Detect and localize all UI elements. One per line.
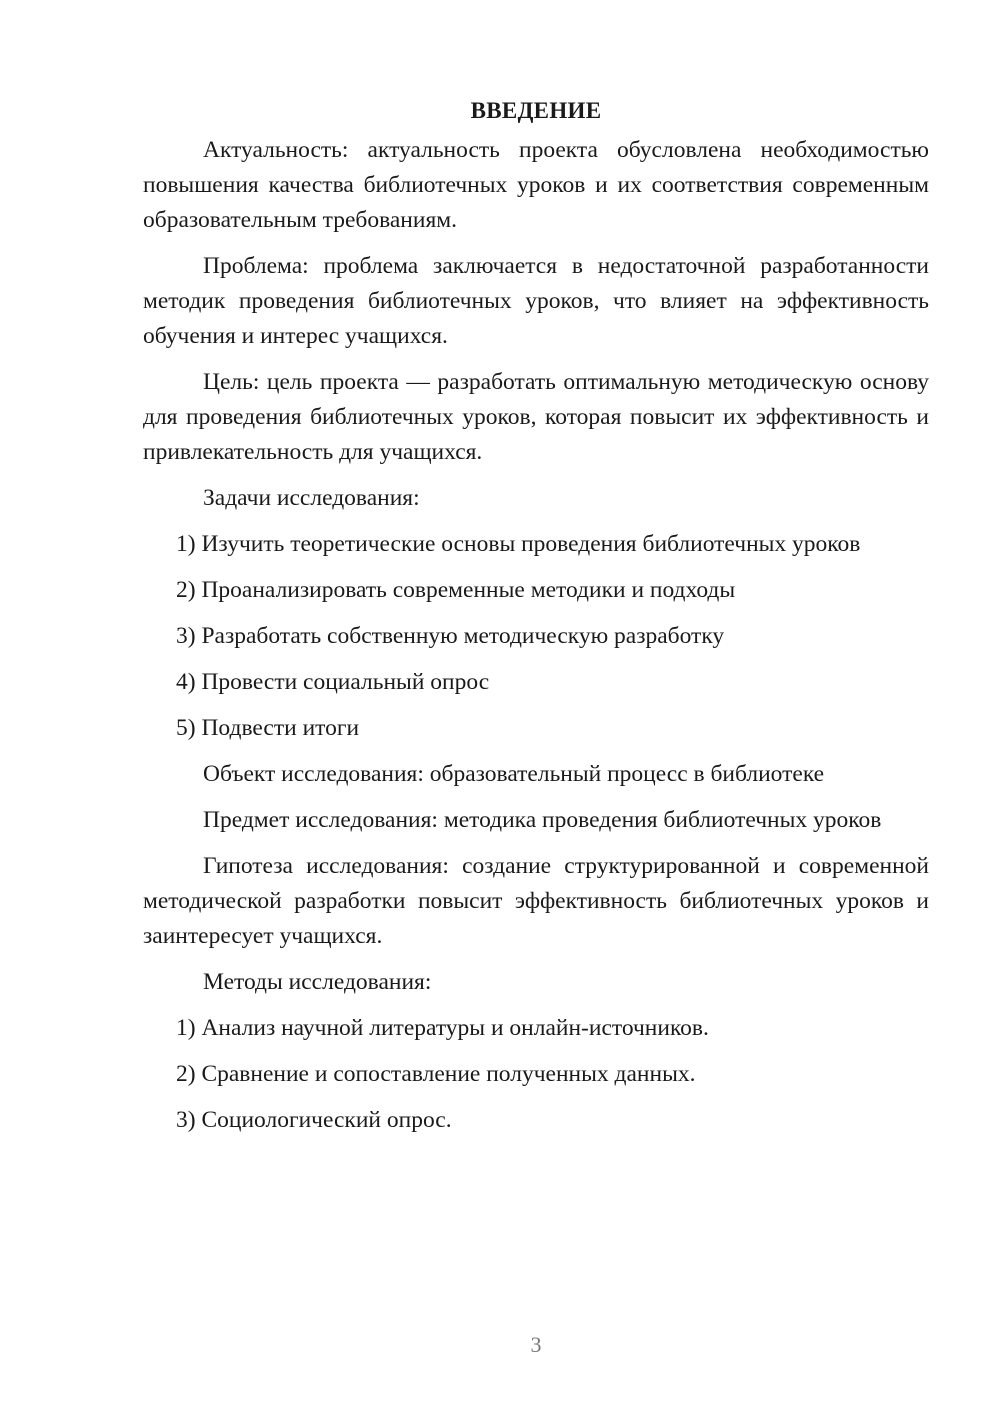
document-page xyxy=(143,94,929,1149)
problem-paragraph: Проблема: проблема заключается в недостаточной разработанности методик проведения библиотечных уроков, что влияет на эффективность обучения и интерес учащихся. xyxy=(143,253,929,349)
task-item: 1) Изучить теоретические основы проведения библиотечных уроков xyxy=(176,531,861,557)
method-item: 3) Социологический опрос. xyxy=(176,1107,452,1133)
task-item: 5) Подвести итоги xyxy=(176,715,360,741)
hypothesis-paragraph: Гипотеза исследования: создание структурированной и современной методической разработки повысит эффективность библиотечных уроков и заинтересует учащихся. xyxy=(143,853,929,949)
method-item: 2) Сравнение и сопоставление полученных данных. xyxy=(176,1061,696,1087)
page-number: 3 xyxy=(530,1332,542,1357)
tasks-heading: Задачи исследования: xyxy=(203,485,420,511)
research-object: Объект исследования: образовательный процесс в библиотеке xyxy=(203,761,825,787)
methods-heading: Методы исследования: xyxy=(203,969,432,995)
task-item: 3) Разработать собственную методическую разработку xyxy=(176,623,725,649)
section-title: ВВЕДЕНИЕ xyxy=(470,98,602,123)
task-item: 2) Проанализировать современные методики и подходы xyxy=(176,577,736,603)
goal-paragraph: Цель: цель проекта — разработать оптимальную методическую основу для проведения библиотечных уроков, которая повысит их эффективность и привлекательность для учащихся. xyxy=(143,369,929,465)
method-item: 1) Анализ научной литературы и онлайн-источников. xyxy=(176,1015,709,1041)
research-subject: Предмет исследования: методика проведения библиотечных уроков xyxy=(203,807,882,833)
task-item: 4) Провести социальный опрос xyxy=(176,669,490,695)
relevance-paragraph: Актуальность: актуальность проекта обусловлена необходимостью повышения качества библиотечных уроков и их соответствия современным образовательным требованиям. xyxy=(143,137,929,233)
